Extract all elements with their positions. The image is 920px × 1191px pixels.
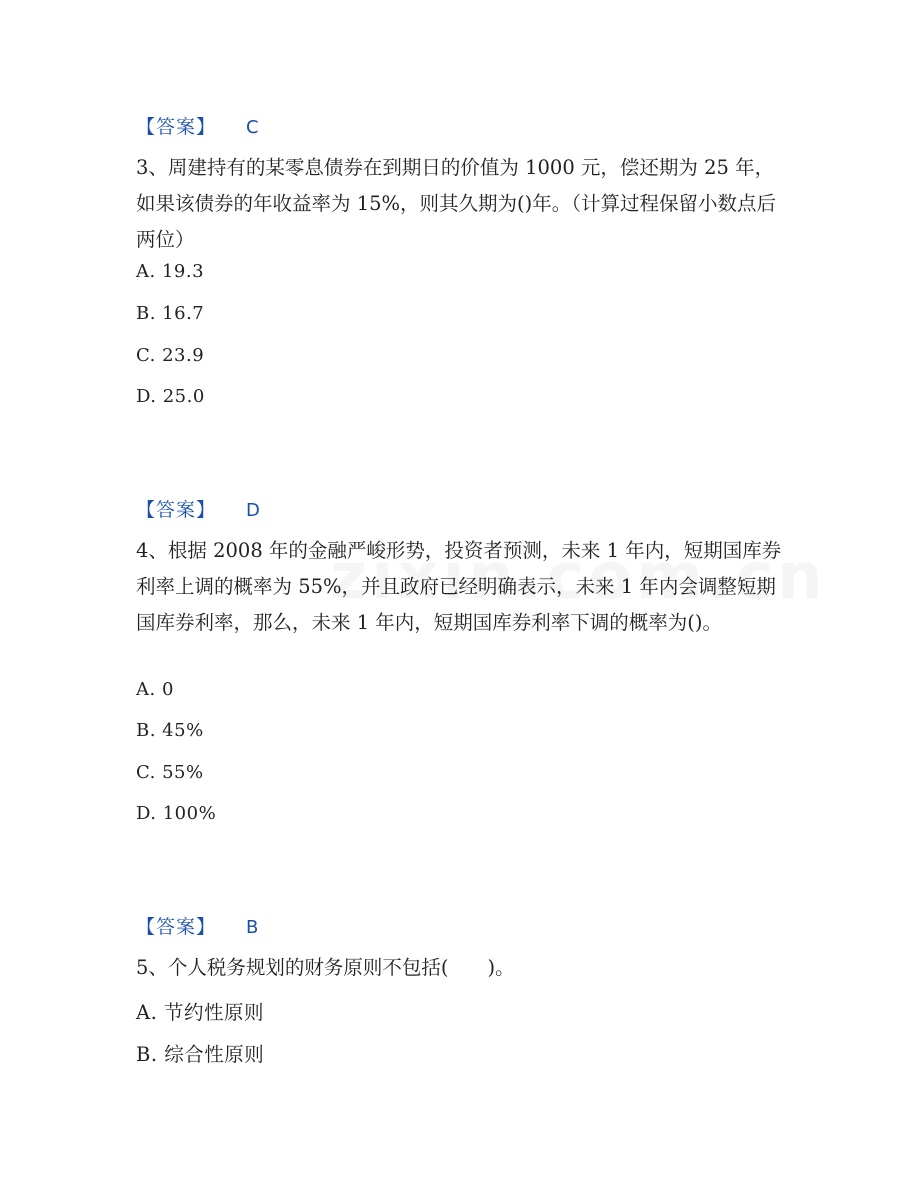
- answer-line: [136, 495, 261, 522]
- answer-value: B: [246, 917, 260, 938]
- question-3-option-b: B. 16.7: [136, 303, 205, 324]
- question-3-option-d: D. 25.0: [136, 386, 205, 407]
- answer-value: D: [246, 500, 261, 521]
- question-3-text: 3、周建持有的某零息债券在到期日的价值为 1000 元，偿还期为 25 年，如果该债券的年收益率为 15%，则其久期为()年。（计算过程保留小数点后两位）: [136, 156, 777, 251]
- question-3-option-c: C. 23.9: [136, 345, 205, 366]
- watermark: [330, 540, 827, 614]
- question-4-option-d: D. 100%: [136, 803, 217, 824]
- answer-line: [136, 112, 260, 139]
- answer-label: 【答案】: [136, 499, 217, 521]
- question-4-option-c: C. 55%: [136, 762, 204, 783]
- question-3-option-a: A. 19.3: [136, 261, 205, 282]
- question-5-option-b: B. 综合性原则: [136, 1043, 265, 1066]
- answer-line: [136, 912, 259, 939]
- question-5-text: 5、个人税务规划的财务原则不包括( )。: [136, 956, 515, 979]
- answer-value: C: [246, 117, 260, 138]
- answer-label: 【答案】: [136, 116, 217, 138]
- answer-label: 【答案】: [136, 916, 217, 938]
- question-4-option-b: B. 45%: [136, 720, 204, 741]
- question-4-text: 4、根据 2008 年的金融严峻形势，投资者预测，未来 1 年内，短期国库券利率上调的概率为 55%，并且政府已经明确表示，未来 1 年内会调整短期国库券利率，那么，未来 1 年内，短期国库券利率下调的概率为()。: [136, 539, 782, 634]
- question-5-option-a: A. 节约性原则: [136, 1001, 264, 1024]
- question-4-option-a: A. 0: [136, 679, 174, 700]
